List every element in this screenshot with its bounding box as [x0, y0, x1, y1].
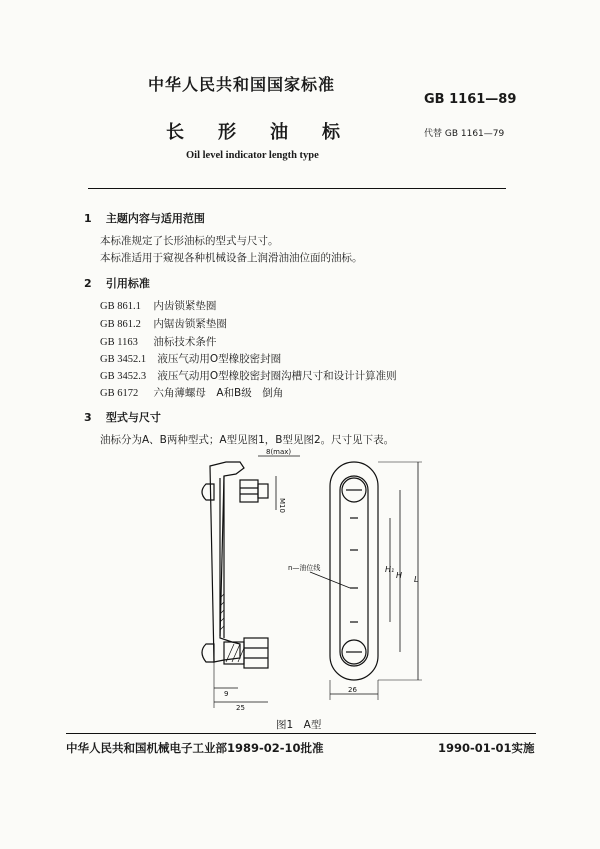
- section-1-number: 1: [84, 212, 92, 225]
- h1-label: H₁: [385, 565, 395, 574]
- reference-name: 内锯齿锁紧垫圈: [153, 318, 227, 330]
- reference-item: [100, 298, 216, 313]
- h-label: H: [396, 571, 403, 580]
- reference-code: GB 1163: [100, 337, 138, 348]
- reference-item: [100, 385, 283, 400]
- top-screw-head: [202, 484, 214, 500]
- approval-line: 中华人民共和国机械电子工业部1989-02-10批准: [66, 741, 324, 755]
- section-1-paragraph: 本标准规定了长形油标的型式与尺寸。: [100, 235, 279, 247]
- reference-name: 六角薄螺母 A和B级 倒角: [153, 387, 284, 399]
- m10-label: M10: [278, 498, 286, 513]
- oil-line-label: n—油位线: [288, 564, 321, 572]
- reference-name: 液压气动用O型橡胶密封圈: [157, 353, 282, 365]
- section-2-heading: [84, 275, 150, 291]
- reference-item: [100, 368, 397, 383]
- l-label: L: [414, 575, 419, 584]
- footer-divider: [66, 733, 536, 734]
- front-outer-frame: [330, 462, 378, 680]
- bottom-body: [224, 642, 244, 664]
- reference-code: GB 6172: [100, 388, 139, 399]
- reference-item: [100, 334, 216, 349]
- reference-code: GB 3452.3: [100, 371, 147, 382]
- dim-26-label: 26: [348, 686, 357, 694]
- header-divider: [88, 188, 506, 189]
- side-frame-outline: [210, 462, 244, 662]
- standard-number: GB 1161—89: [424, 92, 517, 107]
- figure-1-drawing: [180, 448, 440, 716]
- issuing-country-title: 中华人民共和国国家标准: [148, 75, 336, 94]
- section-2-title: 引用标准: [105, 277, 150, 290]
- reference-name: 液压气动用O型橡胶密封圈沟槽尺寸和设计计算准则: [157, 370, 397, 382]
- document-title-cn: 长形油标: [166, 122, 374, 143]
- section-1-title: 主题内容与适用范围: [105, 212, 205, 225]
- document-title-en: Oil level indicator length type: [186, 150, 319, 161]
- dim-9-label: 9: [224, 690, 229, 698]
- section-3-number: 3: [84, 411, 92, 424]
- reference-code: GB 3452.1: [100, 354, 147, 365]
- section-2-number: 2: [84, 277, 92, 290]
- section-1-heading: [84, 210, 205, 226]
- section-3-paragraph: 油标分为A、B两种型式；A型见图1，B型见图2。尺寸见下表。: [100, 434, 395, 446]
- replaces-standard: 代替 GB 1161—79: [424, 129, 505, 139]
- reference-name: 内齿锁紧垫圈: [153, 300, 217, 312]
- bottom-screw-head: [202, 644, 214, 662]
- reference-code: GB 861.2: [100, 319, 141, 330]
- reference-name: 油标技术条件: [153, 336, 217, 348]
- reference-code: GB 861.1: [100, 301, 141, 312]
- s-max-label: 8(max): [266, 448, 292, 456]
- reference-item: [100, 351, 281, 366]
- effective-date: 1990-01-01实施: [438, 741, 535, 755]
- section-3-heading: [84, 409, 161, 425]
- top-thread-stub: [258, 484, 268, 498]
- section-1-paragraph: 本标准适用于窥视各种机械设备上润滑油油位面的油标。: [100, 252, 363, 264]
- figure-1-caption: 图1 A型: [276, 719, 322, 731]
- bottom-nut: [244, 638, 268, 668]
- reference-item: [100, 316, 227, 331]
- top-nut: [240, 480, 258, 502]
- dim-25-label: 25: [236, 704, 245, 712]
- section-3-title: 型式与尺寸: [105, 411, 161, 424]
- front-inner-frame: [340, 476, 368, 666]
